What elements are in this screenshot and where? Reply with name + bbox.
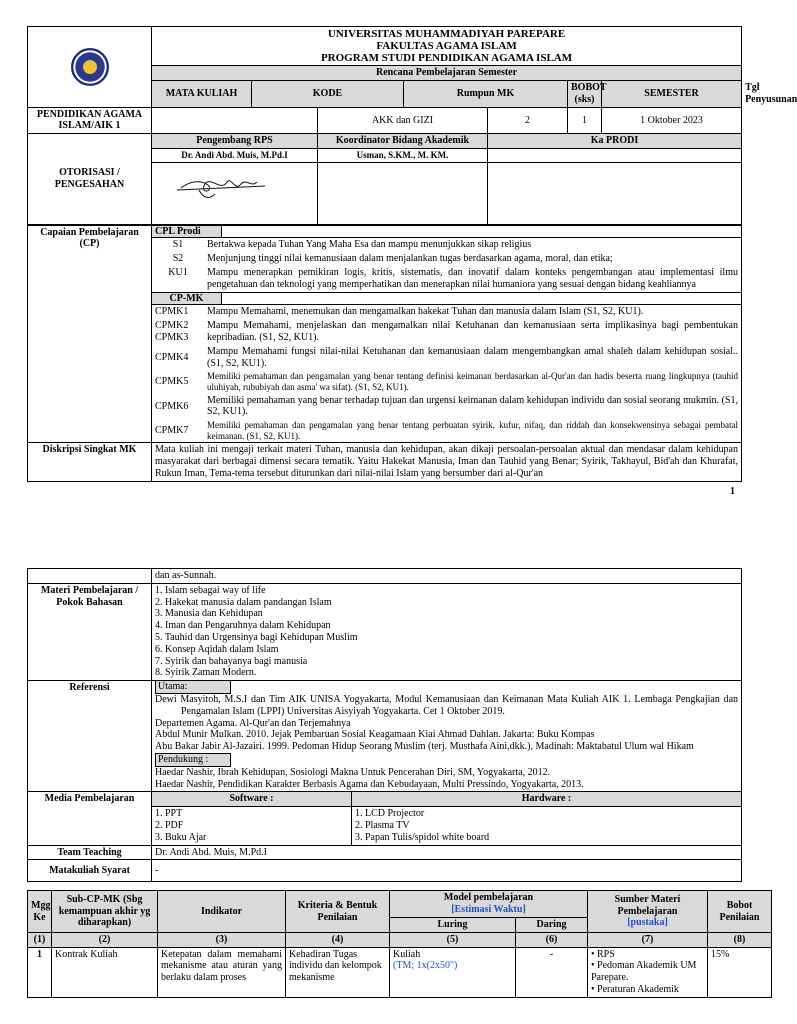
sumber-item: • Peraturan Akademik [591, 984, 704, 996]
col-rumpun: Rumpun MK [404, 81, 568, 108]
software-item: 3. Buku Ajar [155, 831, 207, 843]
row-luring-sub: (TM; 1x(2x50") [393, 960, 458, 972]
university-name: UNIVERSITAS MUHAMMADIYAH PAREPARE [327, 28, 566, 40]
cpl-text: Menjunjung tinggi nilai kemanusiaan dalam menjalankan tugas berdasarkan agama, moral, dan etika; [207, 253, 613, 265]
col-number: (2) [52, 932, 158, 947]
cpmk-text: Memiliki pemahaman dan pengamalan yang benar tentang definisi keimanan berdasarkan al-Qur'an dan hadis beserta ruang lingkupnya (tauhid uluhiyah, rububiyah dan asma' wa sifat). (S1, S2, KU1). [207, 371, 738, 393]
materi-label: Materi Pembelajaran / Pokok Bahasan [28, 583, 152, 680]
hardware-item: 1. LCD Projector [355, 808, 425, 820]
referensi-label: Referensi [28, 681, 152, 792]
deskripsi-continuation: dan as-Sunnah. [152, 569, 742, 584]
deskripsi-label: Diskripsi Singkat MK [28, 443, 152, 481]
col-kode: KODE [252, 81, 404, 108]
course-date: 1 Oktober 2023 [602, 107, 742, 134]
faculty-name: FAKULTAS AGAMA ISLAM [376, 40, 517, 53]
col-kriteria: Kriteria & Bentuk Penilaian [286, 891, 390, 932]
cpmk-code: CPMK1 [155, 306, 189, 318]
university-logo-icon [71, 48, 109, 86]
referensi-item: Abdul Munir Mulkan. 2010. Jejak Pembaruan Sosial Keagamaan Kiai Ahmad Dahlan. Jakarta: Buku Kompas [155, 729, 595, 741]
col-mgg: Mgg Ke [28, 891, 52, 932]
sumber-item: • Pedoman Akademik UM Parepare. [591, 960, 704, 984]
syarat-label: Matakuliah Syarat [28, 860, 152, 882]
page-2 [0, 568, 768, 1024]
col-model: Model pembelajaran [443, 892, 534, 904]
team-label: Team Teaching [28, 845, 152, 860]
document-title: Rencana Pembelajaran Semester [152, 66, 742, 81]
col-number: (8) [708, 932, 772, 947]
col-indikator: Indikator [158, 891, 286, 932]
kaprodi-name [488, 149, 742, 163]
materi-item: 4. Iman dan Pengaruhnya dalam Kehidupan [155, 620, 331, 632]
deskripsi-text: Mata kuliah ini mengaji terkait materi Tuhan, manusia dan kehidupan, akan dikaji persoalan-persoalan aktual dan mendasar dalam kehidupan masyarakat dari berbagai dimensi secara tematik. Yaitu Hakekat Manusia, Iman dan Tauhid yang Benar; Syirik, Takhayul, Bid'ah dan Khurafat, Rukun Iman, Tema-tema tersebut diturunkan dari nilai-nilai Islam yang bersumber dari al-Qur'an [152, 443, 742, 481]
materi-item: 6. Konsep Aqidah dalam Islam [155, 643, 279, 655]
col-daring: Daring [516, 917, 588, 932]
col-number: (7) [588, 932, 708, 947]
cpl-code: S2 [172, 253, 184, 265]
cpmk-text: Mampu Memahami, menjelaskan dan mengamalkan nilai Ketuhanan dan kemanusiaan serta implikasinya bagi pembentukan kepribadian. (S1, S2, KU1). [207, 320, 738, 344]
materi-item: 7. Syirik dan bahayanya bagi manusia [155, 655, 308, 667]
referensi-item: Haedar Nashir, Pendidikan Karakter Berbasis Agama dan Kebudayaan, Multi Pressindo, Yogyakarta, 2013. [155, 778, 584, 790]
cpmk-code: CPMK7 [155, 424, 189, 436]
row-bobot: 15% [708, 947, 772, 997]
materi-item: 2. Hakekat manusia dalam pandangan Islam [155, 596, 332, 608]
software-item: 1. PPT [155, 808, 183, 820]
col-sub-cpmk: Sub-CP-MK (Sbg kemampuan akhir yg diharapkan) [52, 891, 158, 932]
row-mgg: 1 [28, 947, 52, 997]
cpmk-code: CPMK2 CPMK3 [155, 320, 189, 344]
cpmk-code: CPMK4 [155, 351, 189, 363]
col-bobot: BOBOT (sks) [568, 81, 602, 108]
col-mata-kuliah: MATA KULIAH [152, 81, 252, 108]
hardware-item: 3. Papan Tulis/spidol white board [355, 831, 490, 843]
cpmk-code: CPMK6 [155, 400, 189, 412]
program-name: PROGRAM STUDI PENDIDIKAN AGAMA ISLAM [320, 52, 573, 65]
hardware-item: 2. Plasma TV [355, 819, 410, 831]
team-value: Dr. Andi Abd. Muis, M.Pd.I [152, 845, 742, 860]
materi-item: 8. Syirik Zaman Modern. [155, 667, 257, 679]
col-number: (5) [390, 932, 516, 947]
materi-item: 3. Manusia dan Kehidupan [155, 608, 263, 620]
syarat-value: - [152, 860, 742, 882]
col-sumber: Sumber Materi Pembelajaran [614, 893, 681, 917]
page-1 [0, 26, 797, 504]
referensi-pendukung-label: Pendukung : [155, 753, 231, 767]
col-sumber-sub: [pustaka] [627, 917, 668, 929]
cpmk-text: Memiliki pemahaman dan pengamalan yang benar tentang perbuatan syirik, kufur, nifaq, dan riddah dan konsekwensinya sebagai pembatal keimanan. (S1, S2, KU1). [207, 420, 738, 441]
row-kriteria: Kehadiran Tugas individu dan kelompok mekanisme [286, 947, 390, 997]
software-item: 2. PDF [155, 819, 184, 831]
materi-item: 1. Islam sebagai way of life [155, 584, 266, 596]
koordinator-name: Usman, S.KM., M. KM. [318, 149, 488, 163]
cpl-prodi-label: CPL Prodi [152, 226, 222, 238]
col-number: (3) [158, 932, 286, 947]
page-number: 1 [730, 486, 735, 497]
kaprodi-label: Ka PRODI [488, 134, 742, 149]
col-bobot-penilaian: Bobot Penilaian [708, 891, 772, 932]
cpl-code: KU1 [168, 267, 188, 279]
row-daring: - [516, 947, 588, 997]
sumber-item: • RPS [591, 949, 704, 961]
referensi-item: Abu Bakar Jabir Al-Jazairi. 1999. Pedoman Hidup Seorang Muslim (terj. Musthafa Aini,dkk.), Madinah: Maktabatul Ulum wal Hikam [155, 741, 694, 753]
cp-table [27, 225, 742, 482]
cpl-text: Bertakwa kepada Tuhan Yang Maha Esa dan mampu menunjukkan sikap religius [207, 239, 532, 251]
pengembang-name: Dr. Andi Abd. Muis, M.Pd.I [152, 149, 318, 163]
table-row [28, 947, 772, 997]
cpmk-label: CP-MK [152, 293, 222, 305]
course-semester: 1 [568, 107, 602, 134]
media-label: Media Pembelajaran [28, 792, 152, 845]
col-number: (6) [516, 932, 588, 947]
row-indikator: Ketepatan dalam memahami mekanisme atau aturan yang berlaku dalam proses [158, 947, 286, 997]
cpmk-text: Mampu Memahami, menemukan dan mengamalkan hakekat Tuhan dan manusia dalam Islam (S1, S2, KU1). [207, 306, 644, 318]
rps-details-table [27, 568, 742, 882]
row-sub: Kontrak Kuliah [52, 947, 158, 997]
cpmk-code: CPMK5 [155, 376, 189, 388]
col-model-sub: [Estimasi Waktu] [451, 904, 526, 916]
course-name: PENDIDIKAN AGAMA ISLAM/AIK 1 [28, 107, 152, 134]
software-label: Software : [152, 792, 352, 807]
cpmk-text: Mampu Memahami fungsi nilai-nilai Ketuhanan dan kemanusiaan dalam mengembangkan amal shaleh dalam kehidupan sosial.. (S1, S2, KU1). [207, 345, 738, 369]
materi-item: 5. Tauhid dan Urgensinya bagi Kehidupan Muslim [155, 631, 358, 643]
signature-icon [169, 166, 279, 206]
koordinator-label: Koordinator Bidang Akademik [318, 134, 488, 149]
cpl-code: S1 [172, 239, 184, 251]
schedule-table [27, 890, 772, 997]
col-number: (1) [28, 932, 52, 947]
signature-cell [152, 162, 318, 224]
row-luring: Kuliah [393, 948, 421, 960]
referensi-item: Dewi Masyitoh, M.S.I dan Tim AIK UNISA Yogyakarta, Modul Kemanusiaan dan Keimanan Mata Kuliah AIK 1. Lembaga Pengkajian dan Pengamalan Islam (LPPI) Universitas Aisyiyah Yogyakarta. Cet 1 Oktober 2019. [155, 693, 739, 717]
course-bobot: 2 [488, 107, 568, 134]
cp-label: Capaian Pembelajaran (CP) [28, 225, 152, 443]
course-code [152, 107, 318, 134]
hardware-label: Hardware : [352, 792, 742, 807]
otorisasi-label: OTORISASI / PENGESAHAN [28, 134, 152, 224]
col-number: (4) [286, 932, 390, 947]
course-rumpun: AKK dan GIZI [318, 107, 488, 134]
cpl-text: Mampu menerapkan pemikiran logis, kritis, sistematis, dan inovatif dalam konteks pengembangan atau implementasi ilmu pengetahuan dan teknologi yang memperhatikan dan menerapkan nilai humaniora yang sesuai dengan bidang keahliannya [207, 267, 738, 290]
rps-header-table: UNIVERSITAS MUHAMMADIYAH PAREPARE FAKULTAS AGAMA ISLAM PROGRAM STUDI PENDIDIKAN AGAMA ISLAM Rencana Pembelajaran Semester MATA KULIAH KODE Rumpun MK BOBOT (sks) SEMESTER Tgl Penyusunan PENDIDIKAN AGAMA ISLAM/AIK 1 AKK dan GIZI 2 1 1 Oktober 2023 OTORISASI / PENGESAHAN Pengembang RPS Koordinator Bidang Akademik Ka PRODI Dr. Andi Abd. Muis, M.Pd.I Usman, S.KM., M. KM. [27, 26, 742, 225]
pengembang-label: Pengembang RPS [152, 134, 318, 149]
col-semester: SEMESTER [602, 81, 742, 108]
referensi-item: Haedar Nashir, Ibrah Kehidupan, Sosiologi Makna Untuk Pencerahan Diri, SM, Yogyakarta, 2012. [155, 766, 551, 778]
referensi-utama-label: Utama: [155, 681, 231, 694]
referensi-item: Departemen Agama. Al-Qur'an dan Terjemahnya [155, 717, 351, 729]
cpmk-text: Memiliki pemahaman yang benar terhadap tujuan dan urgensi keimanan dalam kehidupan individu dan sosial seorang mukmin. (S1, S2, KU1). [207, 394, 738, 418]
logo-cell [28, 27, 152, 108]
col-luring: Luring [390, 917, 516, 932]
